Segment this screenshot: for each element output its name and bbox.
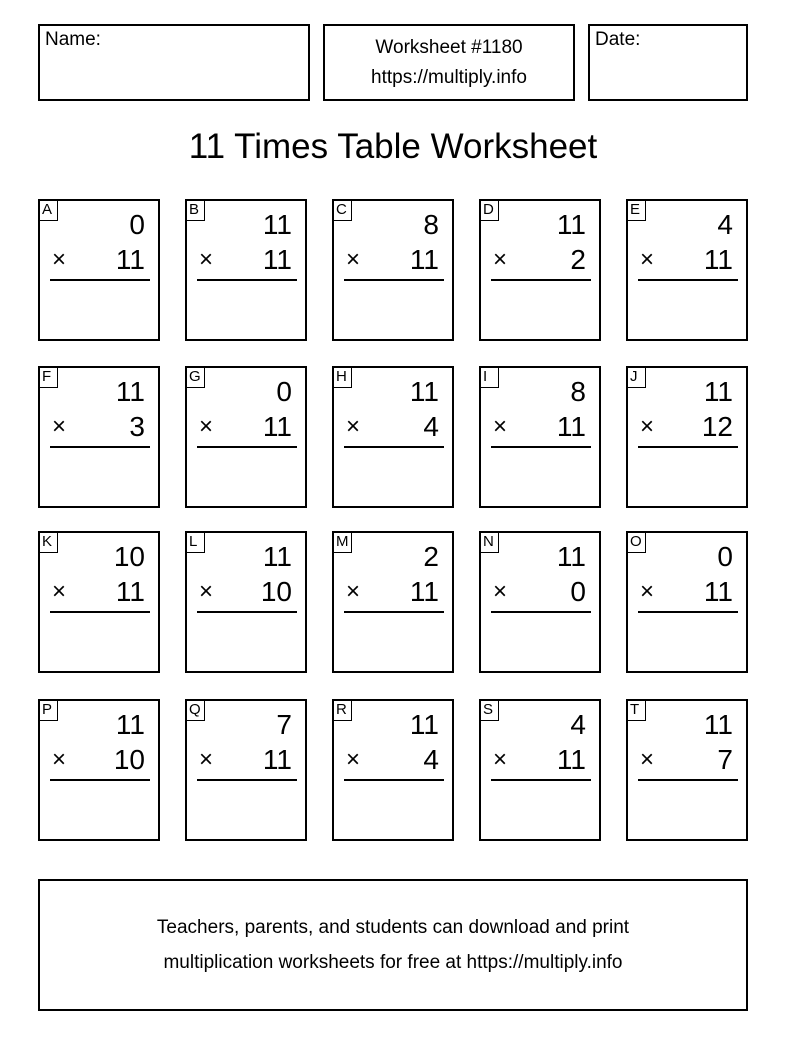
problem-top-number: 7 (276, 709, 292, 740)
times-sign: × (346, 578, 361, 605)
problem-card (479, 366, 601, 508)
problem-card (479, 699, 601, 841)
problem-letter: P (38, 699, 58, 721)
problem-bottom-number: 11 (703, 576, 733, 607)
answer-rule (491, 279, 591, 281)
times-sign: × (346, 413, 361, 440)
problem-bottom-number: 11 (409, 576, 439, 607)
problem-letter: R (332, 699, 352, 721)
problem-top-number: 8 (423, 209, 439, 240)
footer-text-line-2: multiplication worksheets for free at https://multiply.info (163, 952, 623, 973)
problem-top-number: 0 (129, 209, 145, 240)
problem-top-number: 4 (717, 209, 733, 240)
problem-letter: G (185, 366, 205, 388)
name-label: Name: (45, 29, 101, 50)
problem-bottom-number: 11 (409, 244, 439, 275)
worksheet-number: Worksheet #1180 (375, 37, 523, 58)
problem-bottom-number: 10 (113, 744, 145, 775)
problem-letter: K (38, 531, 58, 553)
times-sign: × (199, 746, 214, 773)
times-sign: × (493, 746, 508, 773)
problem-letter: J (626, 366, 646, 388)
problem-bottom-number: 11 (262, 411, 292, 442)
problem-card (185, 366, 307, 508)
problem-card (332, 699, 454, 841)
page-title: 11 Times Table Worksheet (188, 127, 598, 166)
date-field-box (588, 24, 748, 101)
times-sign: × (199, 578, 214, 605)
problem-top-number: 11 (409, 376, 439, 407)
problem-bottom-number: 11 (262, 744, 292, 775)
problem-top-number: 11 (703, 376, 733, 407)
answer-rule (50, 279, 150, 281)
problem-top-number: 4 (570, 709, 586, 740)
answer-rule (197, 611, 297, 613)
answer-rule (344, 611, 444, 613)
answer-rule (491, 779, 591, 781)
problem-top-number: 0 (276, 376, 292, 407)
problem-card (332, 366, 454, 508)
problem-letter: H (332, 366, 352, 388)
times-sign: × (493, 246, 508, 273)
problem-letter: N (479, 531, 499, 553)
problem-bottom-number: 0 (570, 576, 586, 607)
times-sign: × (640, 746, 655, 773)
answer-rule (197, 446, 297, 448)
problem-top-number: 11 (115, 709, 145, 740)
problem-card (626, 366, 748, 508)
answer-rule (344, 279, 444, 281)
worksheet-info-box (323, 24, 575, 101)
problem-card (626, 199, 748, 341)
problem-bottom-number: 10 (260, 576, 292, 607)
problem-letter: L (185, 531, 205, 553)
problem-letter: M (332, 531, 352, 553)
problem-bottom-number: 3 (129, 411, 145, 442)
problem-card (38, 366, 160, 508)
problem-letter: S (479, 699, 499, 721)
answer-rule (491, 611, 591, 613)
answer-rule (50, 446, 150, 448)
problem-bottom-number: 2 (570, 244, 586, 275)
problem-card (38, 699, 160, 841)
answer-rule (50, 779, 150, 781)
answer-rule (491, 446, 591, 448)
answer-rule (638, 611, 738, 613)
problem-top-number: 11 (262, 209, 292, 240)
answer-rule (50, 611, 150, 613)
times-sign: × (346, 746, 361, 773)
problem-bottom-number: 7 (717, 744, 733, 775)
answer-rule (197, 779, 297, 781)
problem-card (332, 531, 454, 673)
answer-rule (197, 279, 297, 281)
problem-top-number: 11 (409, 709, 439, 740)
problem-bottom-number: 12 (701, 411, 733, 442)
times-sign: × (52, 746, 67, 773)
problem-top-number: 11 (556, 541, 586, 572)
answer-rule (638, 279, 738, 281)
problem-letter: Q (185, 699, 205, 721)
problem-letter: E (626, 199, 646, 221)
problem-card (38, 531, 160, 673)
problem-card (185, 699, 307, 841)
times-sign: × (199, 413, 214, 440)
problem-top-number: 8 (570, 376, 586, 407)
problem-top-number: 11 (262, 541, 292, 572)
times-sign: × (52, 578, 67, 605)
problem-top-number: 2 (423, 541, 439, 572)
problem-bottom-number: 11 (115, 576, 145, 607)
problem-bottom-number: 11 (115, 244, 145, 275)
problem-bottom-number: 4 (423, 411, 439, 442)
problem-top-number: 11 (115, 376, 145, 407)
problem-letter: D (479, 199, 499, 221)
problem-card (479, 199, 601, 341)
problem-top-number: 0 (717, 541, 733, 572)
name-field-box (38, 24, 310, 101)
date-label: Date: (595, 29, 641, 50)
answer-rule (344, 779, 444, 781)
times-sign: × (493, 413, 508, 440)
footer-text-line-1: Teachers, parents, and students can download and print (156, 917, 630, 938)
times-sign: × (640, 578, 655, 605)
problem-top-number: 10 (113, 541, 145, 572)
answer-rule (638, 446, 738, 448)
times-sign: × (52, 246, 67, 273)
problem-card (479, 531, 601, 673)
worksheet-url: https://multiply.info (371, 67, 527, 88)
problem-bottom-number: 4 (423, 744, 439, 775)
problem-card (626, 699, 748, 841)
problem-bottom-number: 11 (556, 744, 586, 775)
problem-letter: A (38, 199, 58, 221)
problem-top-number: 11 (703, 709, 733, 740)
problem-letter: C (332, 199, 352, 221)
times-sign: × (640, 413, 655, 440)
times-sign: × (199, 246, 214, 273)
problem-letter: B (185, 199, 205, 221)
problem-card (38, 199, 160, 341)
problem-letter: I (479, 366, 499, 388)
problem-card (332, 199, 454, 341)
problem-card (626, 531, 748, 673)
problem-bottom-number: 11 (262, 244, 292, 275)
times-sign: × (640, 246, 655, 273)
problem-bottom-number: 11 (556, 411, 586, 442)
problem-card (185, 199, 307, 341)
problem-letter: O (626, 531, 646, 553)
times-sign: × (493, 578, 508, 605)
footer-box (38, 879, 748, 1011)
times-sign: × (52, 413, 67, 440)
problem-bottom-number: 11 (703, 244, 733, 275)
problem-letter: T (626, 699, 646, 721)
answer-rule (638, 779, 738, 781)
problem-card (185, 531, 307, 673)
problem-top-number: 11 (556, 209, 586, 240)
problem-letter: F (38, 366, 58, 388)
answer-rule (344, 446, 444, 448)
times-sign: × (346, 246, 361, 273)
